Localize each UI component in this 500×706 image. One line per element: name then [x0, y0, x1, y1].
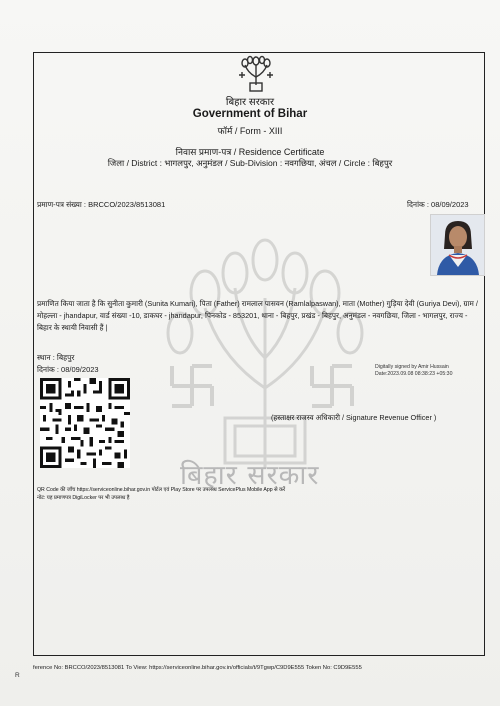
applicant-photo: [430, 214, 485, 276]
qr-note-line-1: QR Code की जाँच https://serviceonline.bihar.gov.in पोर्टल एवं Play Store पर उपलब्ध ServicePlus Mobile App से करें: [37, 487, 286, 493]
issue-date: दिनांक : 08/09/2023: [407, 200, 469, 209]
signature-line-1: Digitally signed by Amir Hussain: [375, 364, 449, 370]
certificate-title: निवास प्रमाण-पत्र / Residence Certificate: [175, 147, 325, 157]
bihar-emblem-icon: [236, 55, 276, 93]
reference-footer: ference No: BRCCO/2023/8513081 To View: https://serviceonline.bihar.gov.in/officials/t/9Tgwp/C9D9E555 Token No: C9D9E555: [33, 665, 362, 671]
signature-officer: (हस्ताक्षर राजस्व अधिकारी / Signature Revenue Officer ): [271, 413, 437, 422]
location-line: जिला / District : भागलपुर, अनुमंडल / Sub-Division : नवगछिया, अंचल / Circle : बिहपुर: [107, 158, 393, 168]
header-hindi: बिहार सरकार: [225, 97, 275, 108]
qr-code-icon: [40, 378, 130, 468]
signature-line-2: Date:2023.09.08 08:38:23 +05:30: [375, 371, 453, 377]
certificate-number: प्रमाण-पत्र संख्या : BRCCO/2023/8513081: [37, 200, 166, 209]
person-photo-icon: [431, 215, 484, 275]
tree-watermark-icon: [150, 238, 380, 478]
qr-note: [37, 487, 285, 502]
digital-signature: [375, 364, 452, 378]
place-date: दिनांक : 08/09/2023: [37, 365, 99, 374]
qr-note-line-2: नोट: यह प्रमाणपत्र DigiLocker पर भी उपलब्ध है: [37, 494, 130, 501]
watermark-text: बिहार सरकार: [180, 460, 320, 491]
certificate-body: प्रमाणित किया जाता है कि सुनीता कुमारी (Sunita Kumari), पिता (Father) रामलाल पासवन (Ramlalpaswan), माता (Mother) गुड़िया देवी (Guriya Devi), ग्राम / मोहल्ला - jhandapur, वार्ड संख्या -10, डाकघर - jhandapur, पिनकोड - 853201, थाना - बिहपुर, प्रखंड - बिहपुर, अनुमंडल - नवगछिया, जिला - भागलपुर, राज्य - बिहार के स्थायी निवासी हैं |: [37, 299, 478, 332]
government-title: Government of Bihar: [192, 108, 308, 120]
swastika-watermark-icon: [308, 362, 356, 410]
edge-mark: R: [15, 672, 20, 679]
swastika-watermark-icon: [168, 362, 216, 410]
form-number: फॉर्म / Form - XIII: [217, 126, 283, 136]
place: स्थान : बिहपुर: [37, 353, 75, 362]
